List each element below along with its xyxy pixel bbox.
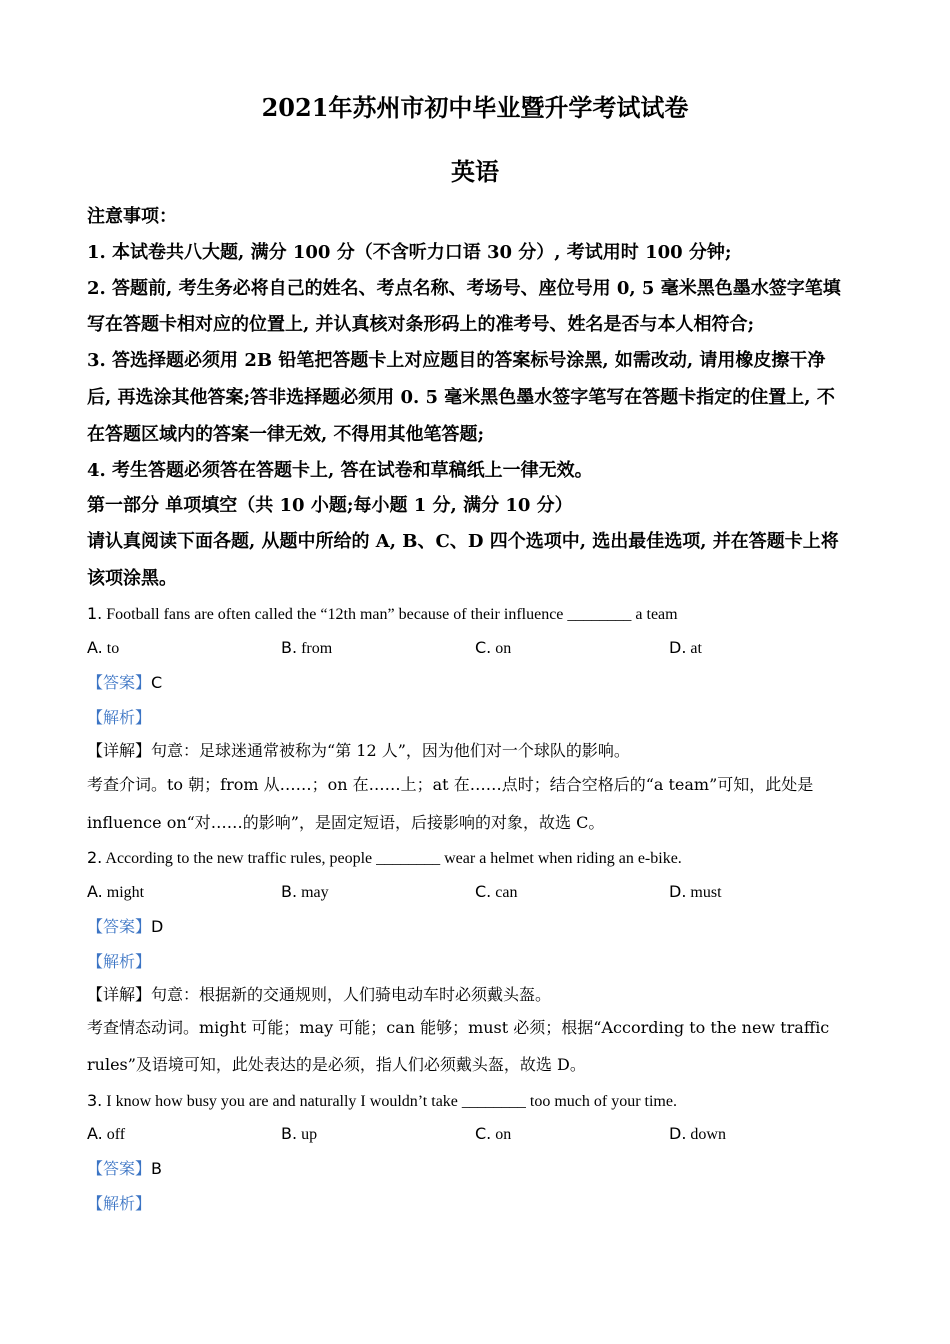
answer-value: C <box>151 673 163 692</box>
option-text: from <box>301 640 333 657</box>
question-1-detail <box>87 739 867 763</box>
option-letter: D. <box>669 638 687 657</box>
question-text: According to the new traffic rules, people ________ wear a helmet when riding an e-bike. <box>105 850 682 867</box>
answer-value: B <box>151 1159 162 1178</box>
question-1-answer <box>87 671 867 695</box>
subject-title: 英语 <box>451 157 499 186</box>
option-letter: A. <box>87 1124 103 1143</box>
detail-label: 【详解】 <box>87 985 152 1004</box>
notice-heading: 注意事项： <box>87 206 177 227</box>
question-3-analysis-label: 【解析】 <box>87 1194 152 1213</box>
question-2-option-a <box>87 880 144 905</box>
question-1 <box>87 602 867 627</box>
option-text: can <box>495 884 518 901</box>
answer-value: D <box>151 917 164 936</box>
question-3-option-a <box>87 1122 125 1147</box>
notice-item-2-line-1: 2. 答题前, 考生务必将自己的姓名、考点名称、考场号、座位号用 0, 5 毫米黑色墨水签字笔填 <box>87 278 841 299</box>
option-letter: C. <box>475 1124 492 1143</box>
detail-label: 【详解】 <box>87 741 152 760</box>
question-2-answer <box>87 915 867 939</box>
notice-item-3-line-3: 在答题区域内的答案一律无效, 不得用其他笔答题; <box>87 424 485 445</box>
notice-item-1: 1. 本试卷共八大题, 满分 100 分（不含听力口语 30 分）, 考试用时 100 分钟; <box>87 242 732 263</box>
option-letter: A. <box>87 638 103 657</box>
question-3-option-d <box>669 1122 726 1147</box>
question-1-option-a <box>87 636 119 661</box>
question-1-explain-line-1: 考查介词。to 朝；from 从……；on 在……上；at 在……点时；结合空格后的“a team”可知，此处是 <box>87 775 814 794</box>
option-text: might <box>106 884 145 901</box>
notice-item-4: 4. 考生答题必须答在答题卡上, 答在试卷和草稿纸上一律无效。 <box>87 460 593 481</box>
option-text: off <box>106 1126 126 1143</box>
option-text: must <box>690 884 722 901</box>
option-letter: B. <box>281 638 298 657</box>
notice-item-3-line-2: 后, 再选涂其他答案;答非选择题必须用 0. 5 毫米黑色墨水签字笔写在答题卡指定的住置上, 不 <box>87 387 835 408</box>
question-1-option-d <box>669 636 702 661</box>
question-3-answer <box>87 1157 867 1181</box>
question-2-option-b <box>281 880 329 905</box>
option-letter: C. <box>475 882 492 901</box>
question-2-option-d <box>669 880 722 905</box>
question-text: I know how busy you are and naturally I wouldn’t take ________ too much of your time. <box>106 1093 677 1110</box>
option-text: at <box>690 640 702 657</box>
question-number: 2. <box>87 848 103 867</box>
option-text: on <box>495 640 512 657</box>
section-instruction-line-2: 该项涂黑。 <box>87 568 177 589</box>
option-text: up <box>301 1126 318 1143</box>
question-3-option-b <box>281 1122 317 1147</box>
question-2-detail <box>87 983 867 1007</box>
detail-text: 句意：足球迷通常被称为“第 12 人”，因为他们对一个球队的影响。 <box>151 741 630 760</box>
answer-label: 【答案】 <box>87 1159 152 1178</box>
question-1-analysis-label: 【解析】 <box>87 708 152 727</box>
question-3-option-c <box>475 1122 511 1147</box>
question-1-option-c <box>475 636 511 661</box>
answer-label: 【答案】 <box>87 673 152 692</box>
answer-label: 【答案】 <box>87 917 152 936</box>
question-2-analysis-label: 【解析】 <box>87 952 152 971</box>
option-letter: D. <box>669 1124 687 1143</box>
notice-item-3-line-1: 3. 答选择题必须用 2B 铅笔把答题卡上对应题目的答案标号涂黑, 如需改动, 请用橡皮擦干净 <box>87 350 826 371</box>
question-number: 3. <box>87 1091 103 1110</box>
option-letter: C. <box>475 638 492 657</box>
option-letter: D. <box>669 882 687 901</box>
question-2-explain-line-2: rules”及语境可知，此处表达的是必须，指人们必须戴头盔，故选 D。 <box>87 1055 586 1074</box>
question-1-explain-line-2: influence on“对……的影响”，是固定短语，后接影响的对象，故选 C。 <box>87 813 605 832</box>
section-title: 第一部分 单项填空（共 10 小题;每小题 1 分, 满分 10 分） <box>87 495 573 516</box>
section-instruction-line-1: 请认真阅读下面各题, 从题中所给的 A, B、C、D 四个选项中, 选出最佳选项, 并在答题卡上将 <box>87 531 839 552</box>
question-2-explain-line-1: 考查情态动词。might 可能；may 可能；can 能够；must 必须；根据“According to the new traffic <box>87 1018 830 1037</box>
question-3 <box>87 1089 867 1114</box>
option-text: down <box>690 1126 726 1143</box>
option-text: to <box>106 640 120 657</box>
question-number: 1. <box>87 604 103 623</box>
option-letter: B. <box>281 882 298 901</box>
option-text: on <box>495 1126 512 1143</box>
detail-text: 句意：根据新的交通规则，人们骑电动车时必须戴头盔。 <box>151 985 552 1004</box>
option-letter: A. <box>87 882 103 901</box>
question-text: Football fans are often called the “12th man” because of their influence ________ a team <box>106 606 678 623</box>
question-2 <box>87 846 867 871</box>
notice-item-2-line-2: 写在答题卡相对应的位置上, 并认真核对条形码上的准考号、姓名是否与本人相符合; <box>87 314 755 335</box>
option-text: may <box>301 884 329 901</box>
option-letter: B. <box>281 1124 298 1143</box>
exam-title: 2021年苏州市初中毕业暨升学考试试卷 <box>261 93 689 122</box>
question-2-option-c <box>475 880 517 905</box>
question-1-option-b <box>281 636 332 661</box>
